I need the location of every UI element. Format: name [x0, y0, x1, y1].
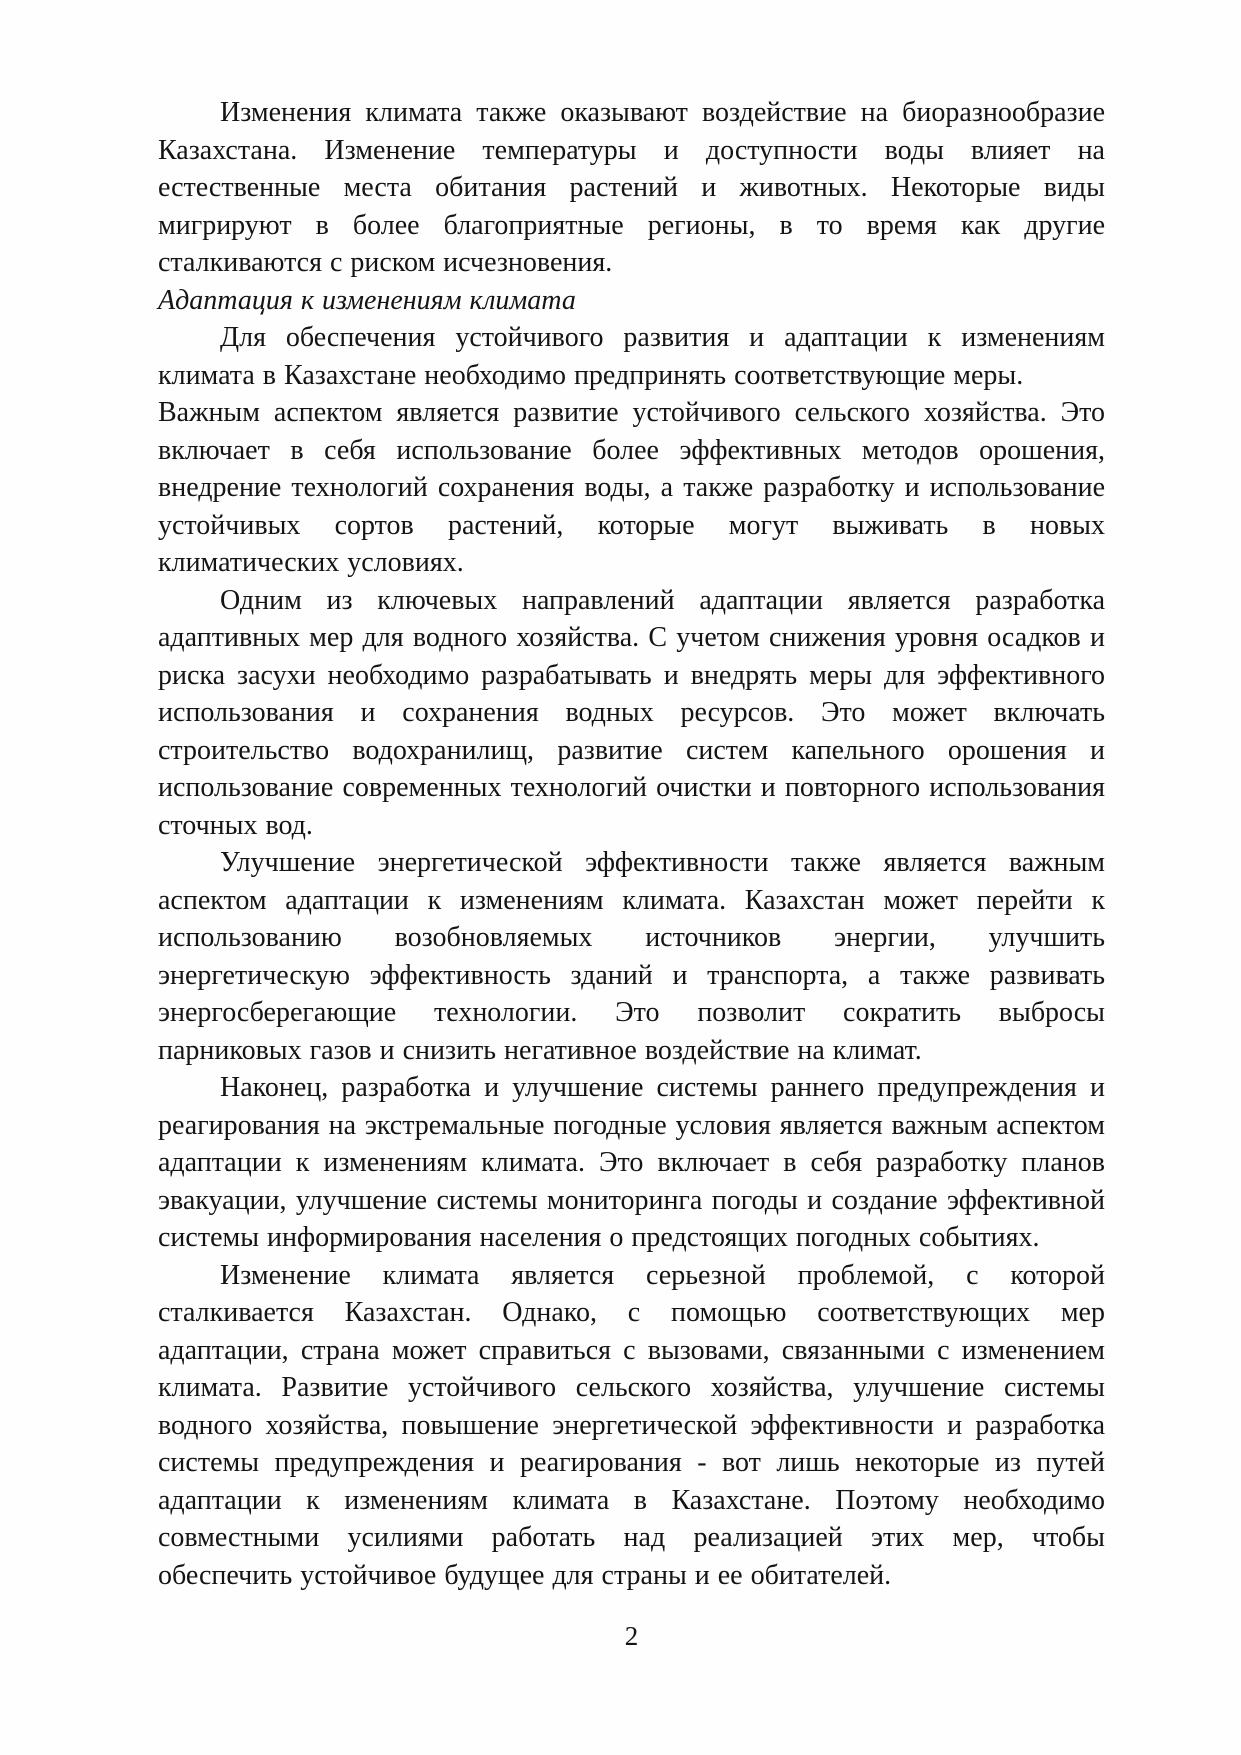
- page-number: 2: [624, 1621, 639, 1651]
- paragraph-energy-efficiency: Улучшение энергетической эффективности также является важным аспектом адаптации к изменениям климата. Казахстан может перейти к использованию возобновляемых источников энергии, улучшить энергетическую эффективность зданий и транспорта, а также развивать энергосберегающие технологии. Это позволит сократить выбросы парниковых газов и снизить негативное воздействие на климат.: [158, 847, 1105, 1066]
- paragraph-conclusion: Изменение климата является серьезной проблемой, с которой сталкивается Казахстан. Однако, с помощью соответствующих мер адаптации, страна может справиться с вызовами, связанными с изменением климата. Развитие устойчивого сельского хозяйства, улучшение системы водного хозяйства, повышение энергетической эффективности и разработка системы предупреждения и реагирования - вот лишь некоторые из путей адаптации к изменениям климата в Казахстане. Поэтому необходимо совместными усилиями работать над реализацией этих мер, чтобы обеспечить устойчивое будущее для страны и ее обитателей.: [158, 1259, 1105, 1591]
- text-content: [158, 94, 1105, 1594]
- paragraph-water-management: Одним из ключевых направлений адаптации является разработка адаптивных мер для водного хозяйства. С учетом снижения уровня осадков и риска засухи необходимо разрабатывать и внедрять меры для эффективного использования и сохранения водных ресурсов. Это может включать строительство водохранилищ, развитие систем капельного орошения и использование современных технологий очистки и повторного использования сточных вод.: [158, 584, 1105, 841]
- heading-adaptation: Адаптация к изменениям климата: [158, 284, 576, 316]
- paragraph-intro-measures: Для обеспечения устойчивого развития и адаптации к изменениям климата в Казахстане необходимо предпринять соответствующие меры.: [158, 322, 1105, 391]
- paragraph-early-warning: Наконец, разработка и улучшение системы раннего предупреждения и реагирования на экстремальные погодные условия является важным аспектом адаптации к изменениям климата. Это включает в себя разработку планов эвакуации, улучшение системы мониторинга погоды и создание эффективной системы информирования населения о предстоящих погодных событиях.: [158, 1072, 1105, 1253]
- paragraph-biodiversity: Изменения климата также оказывают воздействие на биоразнообразие Казахстана. Изменение температуры и доступности воды влияет на естественные места обитания растений и животных. Некоторые виды мигрируют в более благоприятные регионы, в то время как другие сталкиваются с риском исчезновения.: [158, 97, 1105, 278]
- paragraph-agriculture: Важным аспектом является развитие устойчивого сельского хозяйства. Это включает в себя использование более эффективных методов орошения, внедрение технологий сохранения воды, а также разработку и использование устойчивых сортов растений, которые могут выживать в новых климатических условиях.: [158, 397, 1105, 578]
